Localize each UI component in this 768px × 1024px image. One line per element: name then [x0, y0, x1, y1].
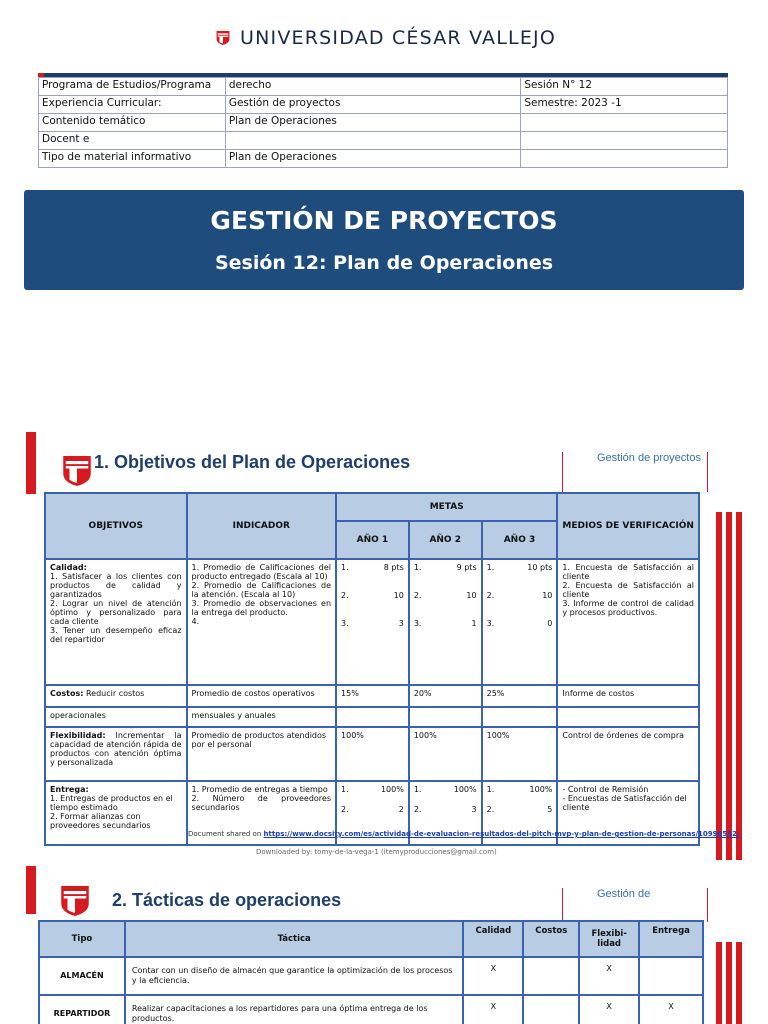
costos-mark [523, 957, 579, 995]
table-row-costos [45, 685, 699, 707]
meta-val: 0 [547, 619, 553, 628]
info-value: Plan de Operaciones [225, 114, 521, 132]
header-costos: Costos [523, 921, 579, 957]
meta-anio2-cell: 20% [409, 685, 482, 707]
meta-num: 3. [486, 619, 495, 628]
meta-anio3-cell [482, 559, 558, 685]
meta-val: 10 [542, 591, 553, 600]
meta-anio1-cell: 100% [336, 727, 409, 781]
info-extra [521, 150, 728, 168]
meta-val: 100% [380, 785, 404, 794]
list-item: 2. Lograr un nivel de atención óptimo y personalizado para cada cliente [50, 599, 182, 626]
row-label: Calidad: [50, 563, 87, 572]
list-item: - Encuestas de Satisfacción del cliente [562, 794, 687, 812]
meta-val: 9 pts [456, 563, 477, 572]
info-value: derecho [225, 78, 521, 96]
university-logo [216, 10, 556, 66]
list-item: - Control de Remisión [562, 785, 649, 794]
info-value: Gestión de proyectos [225, 96, 521, 114]
tactica-cell: Contar con un diseño de almacén que garantice la optimización de los procesos y la eficiencia. [125, 957, 464, 995]
meta-num: 1. [486, 563, 495, 572]
meta-num: 2. [341, 805, 349, 814]
meta-num: 1. [341, 563, 349, 572]
objetivo-cell: operacionales [45, 707, 187, 727]
meta-num: 2. [486, 591, 495, 600]
info-value [225, 132, 521, 150]
red-stripes [716, 512, 742, 860]
shared-notice [188, 830, 740, 838]
empty-cell [482, 707, 558, 727]
row-label: Flexibilidad: [50, 731, 106, 740]
ucv-shield-icon [216, 12, 230, 64]
meta-num: 2. [413, 591, 422, 600]
list-item: 3. Informe de control de calidad y procesos productivos. [562, 599, 694, 617]
indicador-cell: Promedio de costos operativos [187, 685, 336, 707]
meta-val: 5 [547, 805, 553, 814]
header-medios: MEDIOS DE VERIFICACIÓN [557, 493, 699, 559]
red-accent-bar [26, 432, 36, 494]
table-row [39, 957, 703, 995]
banner-title: GESTIÓN DE PROYECTOS [210, 206, 558, 235]
header-metas: METAS [336, 493, 557, 521]
tipo-cell: ALMACÉN [39, 957, 125, 995]
info-extra [521, 114, 728, 132]
indicador-cell: Promedio de productos atendidos por el personal [187, 727, 336, 781]
info-value: Plan de Operaciones [225, 150, 521, 168]
info-extra [521, 132, 728, 150]
meta-anio1-cell: 15% [336, 685, 409, 707]
info-row [39, 114, 728, 132]
title-banner [24, 190, 744, 290]
objetivo-cell [45, 727, 187, 781]
header-tactica: Táctica [125, 921, 464, 957]
list-item: 2. Formar alianzas con proveedores secundarios [50, 812, 151, 830]
objetivo-cell [45, 781, 187, 845]
indicador-cell: mensuales y anuales [187, 707, 336, 727]
objectives-table [44, 492, 700, 846]
info-extra: Sesión N° 12 [521, 78, 728, 96]
meta-num: 2. [413, 805, 422, 814]
red-stripes [716, 942, 742, 1024]
header-anio1: AÑO 1 [336, 521, 409, 559]
banner-subtitle: Sesión 12: Plan de Operaciones [214, 252, 554, 274]
meta-anio1-cell [336, 559, 409, 685]
meta-num: 2. [341, 591, 349, 600]
header-calidad: Calidad [463, 921, 523, 957]
meta-anio2-cell: 100% [409, 727, 482, 781]
header-indicador: INDICADOR [187, 493, 336, 559]
table-header-row [39, 921, 703, 957]
list-item: 1. Promedio de Calificaciones del producto entregado (Escala al 10) [191, 563, 332, 581]
meta-num: 1. [413, 785, 422, 794]
tactics-table [38, 920, 704, 1024]
meta-num: 3. [341, 619, 349, 628]
red-accent-bar [26, 866, 36, 914]
list-item: 1. Entregas de productos en el tiempo estimado [50, 794, 173, 812]
info-label: Tipo de material informativo [39, 150, 226, 168]
objetivo-text: Reducir costos [85, 689, 145, 698]
header-anio2: AÑO 2 [409, 521, 482, 559]
list-item: 2. Número de proveedores secundarios [191, 794, 332, 812]
meta-val: 1 [471, 619, 477, 628]
meta-val: 10 [466, 591, 477, 600]
header-tipo: Tipo [39, 921, 125, 957]
list-item: 1. Encuesta de Satisfacción al cliente [562, 563, 694, 581]
row-label: Costos: [50, 689, 84, 698]
course-side-label: Gestión de [562, 888, 708, 922]
meta-anio3-cell: 25% [482, 685, 558, 707]
course-info-table [38, 77, 728, 168]
slide-tacticas [26, 866, 742, 1024]
meta-anio3-cell: 100% [482, 727, 558, 781]
list-item: 1. Satisfacer a los clientes con productos de calidad y garantizados [50, 572, 182, 599]
medios-cell: Control de órdenes de compra [557, 727, 699, 781]
table-row-costos-cont [45, 707, 699, 727]
medios-cell [557, 559, 699, 685]
table-header-row [45, 493, 699, 521]
header-anio3: AÑO 3 [482, 521, 558, 559]
empty-cell [557, 707, 699, 727]
meta-val: 3 [471, 805, 477, 814]
entrega-mark [639, 957, 703, 995]
meta-num: 1. [486, 785, 495, 794]
empty-cell [336, 707, 409, 727]
ucv-shield-icon [60, 884, 90, 918]
info-row [39, 150, 728, 168]
shared-prefix: Document shared on [188, 830, 262, 838]
table-row-calidad [45, 559, 699, 685]
slide-title: 1. Objetivos del Plan de Operaciones [94, 452, 411, 472]
tactica-cell: Realizar capacitaciones a los repartidores para una óptima entrega de los productos. [125, 995, 464, 1024]
objetivo-cell [45, 559, 187, 685]
list-item: 2. Promedio de Calificaciones de la atención. (Escala al 10) [191, 581, 332, 599]
meta-val: 10 [393, 591, 404, 600]
slide-objetivos [26, 432, 742, 860]
info-label: Programa de Estudios/Programa [39, 78, 226, 96]
info-row [39, 78, 728, 96]
meta-val: 8 pts [383, 563, 404, 572]
list-item: 1. Promedio de entregas a tiempo [191, 785, 328, 794]
meta-anio2-cell [409, 559, 482, 685]
empty-cell [409, 707, 482, 727]
costos-mark [523, 995, 579, 1024]
entrega-mark: X [639, 995, 703, 1024]
info-row [39, 132, 728, 150]
calidad-mark: X [463, 995, 523, 1024]
info-row [39, 96, 728, 114]
meta-val: 10 pts [527, 563, 553, 572]
flexibilidad-mark: X [579, 995, 639, 1024]
row-label: Entrega: [50, 785, 89, 794]
info-label: Experiencia Curricular: [39, 96, 226, 114]
tipo-cell: REPARTIDOR [39, 995, 125, 1024]
university-name: UNIVERSIDAD CÉSAR VALLEJO [240, 27, 556, 49]
table-row [39, 995, 703, 1024]
header-entrega: Entrega [639, 921, 703, 957]
calidad-mark: X [463, 957, 523, 995]
meta-num: 1. [413, 563, 422, 572]
list-item: 3. Promedio de observaciones en la entrega del producto. [191, 599, 332, 617]
info-extra: Semestre: 2023 -1 [521, 96, 728, 114]
header-objetivos: OBJETIVOS [45, 493, 187, 559]
indicador-cell [187, 559, 336, 685]
meta-num: 1. [341, 785, 349, 794]
list-item: 4. [191, 617, 200, 626]
objetivo-cell [45, 685, 187, 707]
objetivo-text: Incrementar la capacidad de atención rápida de productos con atención óptima y personalizada [50, 731, 182, 767]
meta-val: 3 [398, 619, 404, 628]
meta-num: 2. [486, 805, 495, 814]
meta-num: 3. [413, 619, 422, 628]
meta-val: 100% [453, 785, 477, 794]
shared-link[interactable]: https://www.docsity.com/es/actividad-de-evaluacion-resultados-del-pitch-mvp-y-plan-de-gestion-de-personas/10990552/ [263, 830, 740, 838]
course-side-label: Gestión de proyectos [562, 452, 708, 492]
slide-title: 2. Tácticas de operaciones [112, 890, 342, 910]
list-item: 3. Tener un desempeño eficaz del repartidor [50, 626, 182, 644]
downloaded-notice: Downloaded by: tomy-de-la-vega-1 (itemyproducciones@gmail.com) [256, 848, 497, 856]
meta-val: 100% [529, 785, 553, 794]
flexibilidad-mark: X [579, 957, 639, 995]
meta-val: 2 [398, 805, 404, 814]
ucv-shield-icon [62, 454, 92, 488]
list-item: 2. Encuesta de Satisfacción al cliente [562, 581, 694, 599]
table-row-flexibilidad [45, 727, 699, 781]
header-flexibilidad: Flexibi-lidad [579, 921, 639, 957]
medios-cell: Informe de costos [557, 685, 699, 707]
info-label: Contenido temático [39, 114, 226, 132]
info-label: Docent e [39, 132, 226, 150]
